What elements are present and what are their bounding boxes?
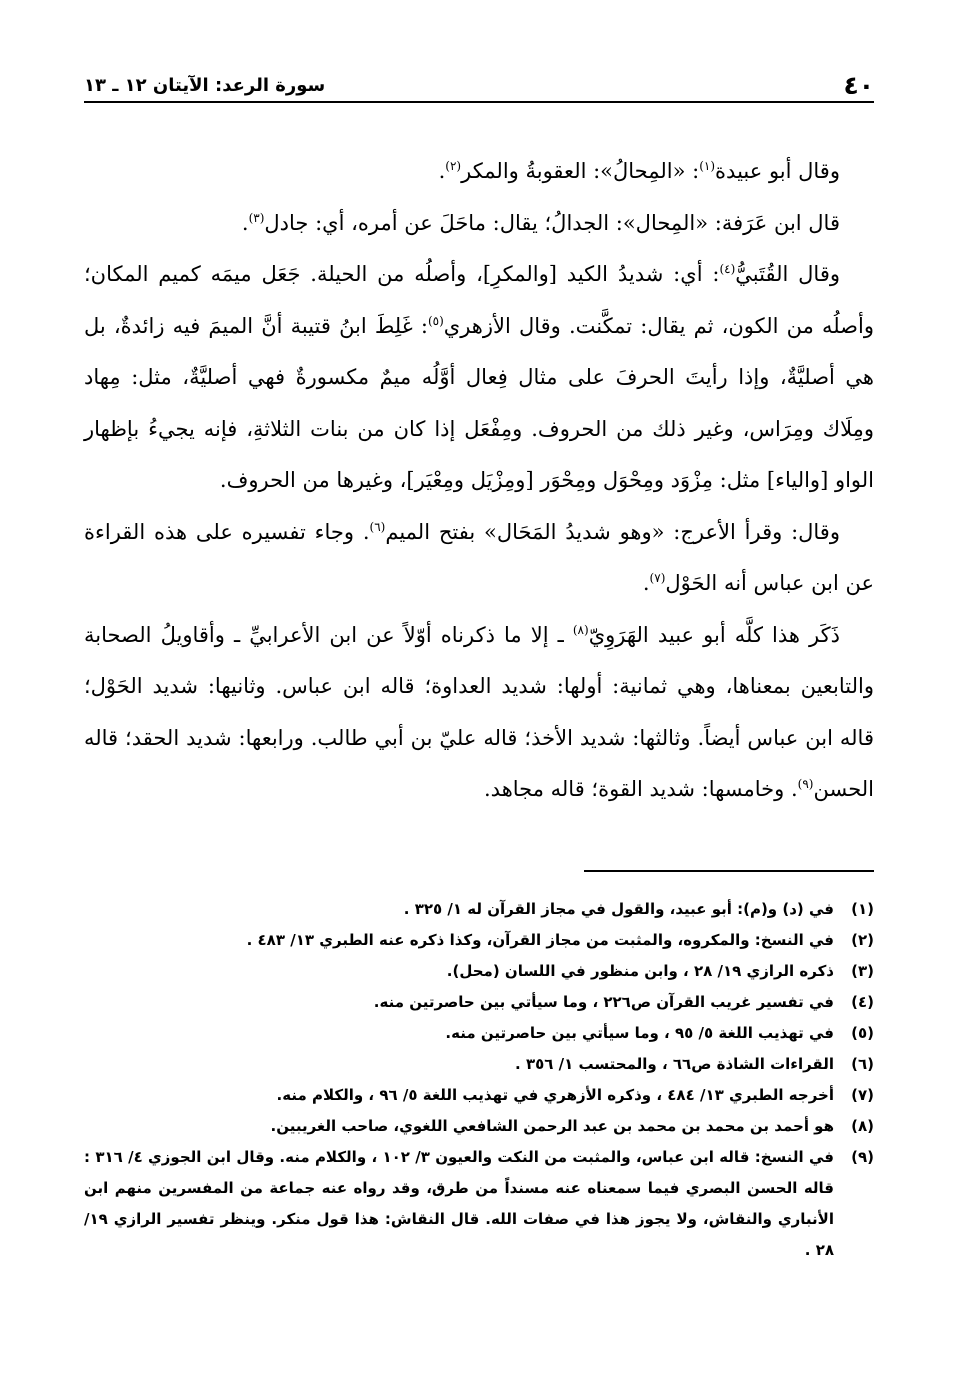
footnote-6 — [84, 1049, 874, 1080]
footnote-ref: (٤) — [719, 262, 736, 276]
text-segment: : أي: شديدُ الكيد [والمكرِ]، وأصلُه من الحيلة. جَعَل ميمَه كميم المكان؛ وأصلُه من الكون، ثم يقال: تمكَّنت. وقال الأزهري — [84, 262, 874, 338]
paragraph-2 — [84, 198, 874, 250]
footnote-ref: (٨) — [572, 622, 589, 637]
text-segment: قال ابن عَرَفة: «المِحال»: الجدالُ؛ يقال: ماحَلَ عن أمره، أي: جادل — [264, 210, 840, 235]
footnote-9 — [84, 1142, 874, 1266]
footnote-text: هو أحمد بن محمد بن محمد بن عبد الرحمن الشافعي اللغوي، صاحب الغريبين. — [270, 1117, 834, 1135]
page-number: ٤٠ — [843, 71, 874, 100]
footnote-text: في النسخ: قاله ابن عباس، والمثبت من النكت والعيون ٣/ ١٠٢ ، والكلام منه. وقال ابن الجوزي ٤/ ٣١٦ : قاله الحسن البصري فيما سمعناه عنه مسنداً من طرق، وقد رواه عنه جماعة من المفسرين منهم ابن الأنباري والنقاش، ولا يجوز هذا في صفات الله. قال النقاش: هذا قول منكر. وينظر تفسير الرازي ١٩/ ٢٨ . — [84, 1148, 834, 1259]
text-segment: وقال القُتَبيُّ — [735, 262, 840, 286]
paragraph-4 — [84, 507, 874, 610]
footnote-7 — [84, 1080, 874, 1111]
footnote-ref: (٢) — [445, 159, 462, 173]
paragraph-3 — [84, 249, 874, 507]
text-segment: ذَكَر هذا كلَّه أبو عبيد الهَرَوِيّ — [588, 622, 840, 647]
footnote-divider — [584, 870, 874, 872]
text-segment: : غَلِطَ ابنُ قتيبة أنَّ الميمَ فيه زائدةٌ، بل هي أصليَّةٌ، وإذا رأيتَ الحرفَ على مثال فِعال أوَّلُه ميمٌ مكسورةٌ فهي أصليَّةٌ، مثل: مِهاد ومِلَاك ومِرَاس، وغير ذلك من الحروف. ومِفْعَل إذا كان من بنات الثلاثةِ، فإنه يجيءُ بإظهار الواو [والياء] مثل: مِزْوَد ومِحْوَل ومِحْوَر [ومِزْيَل ومِعْيَر]، وغيرها من الحروف. — [84, 313, 874, 492]
footnote-number: (٣) — [851, 962, 874, 980]
footnotes-section — [84, 894, 874, 1266]
footnote-ref: (٥) — [427, 313, 444, 328]
footnote-ref: (٦) — [369, 519, 386, 534]
paragraph-1 — [84, 146, 874, 198]
main-text — [84, 146, 874, 816]
footnote-number: (٥) — [851, 1024, 874, 1042]
footnote-text: القراءات الشاذة ص٦٦ ، والمحتسب ١/ ٣٥٦ . — [515, 1055, 834, 1073]
text-segment: . — [241, 210, 249, 235]
footnote-number: (٨) — [851, 1117, 874, 1135]
footnote-text: في النسخ: والمكروه، والمثبت من مجاز القرآن، وكذا ذكره عنه الطبري ١٣/ ٤٨٣ . — [246, 931, 834, 949]
page-header — [84, 58, 874, 98]
footnote-text: في تهذيب اللغة ٥/ ٩٥ ، وما سيأتي بين حاصرتين منه. — [445, 1024, 834, 1042]
footnote-number: (٧) — [851, 1086, 874, 1104]
footnote-2 — [84, 925, 874, 956]
paragraph-5 — [84, 610, 874, 816]
footnote-text: في تفسير غريب القرآن ص٢٢٦ ، وما سيأتي بين حاصرتين منه. — [373, 993, 834, 1011]
footnote-8 — [84, 1111, 874, 1142]
footnote-number: (٩) — [851, 1148, 874, 1166]
footnote-ref: (٩) — [797, 777, 814, 791]
running-title: سورة الرعد: الآيتان ١٢ ـ ١٣ — [84, 75, 326, 96]
footnote-4 — [84, 987, 874, 1018]
footnote-text: ذكره الرازي ١٩/ ٢٨ ، وابن منظور في اللسان (محل). — [446, 962, 834, 980]
footnote-text: في (د) و(م): أبو عبيد، والقول في مجاز القرآن له ١/ ٣٢٥ . — [403, 900, 834, 918]
footnote-3 — [84, 956, 874, 987]
footnote-number: (٦) — [851, 1055, 874, 1073]
footnote-ref: (٧) — [649, 571, 666, 585]
text-segment: . وجاء تفسيره على هذه القراءة عن ابن عباس أنه الحَوْل — [84, 519, 874, 595]
footnote-ref: (٣) — [248, 210, 265, 225]
footnote-number: (٤) — [851, 993, 874, 1011]
footnote-text: أخرجه الطبري ١٣/ ٤٨٤ ، وذكره الأزهري في تهذيب اللغة ٥/ ٩٦ ، والكلام منه. — [276, 1086, 834, 1104]
text-segment: . — [438, 159, 446, 183]
text-segment: : «المِحالُ»: العقوبةُ والمكر — [461, 159, 700, 183]
text-segment: . وخامسها: شديد القوة؛ قاله مجاهد. — [484, 777, 798, 801]
footnote-number: (٢) — [851, 931, 874, 949]
header-divider — [84, 101, 874, 103]
text-segment: وقال: وقرأ الأعرج: «وهو شديدُ المَحَال» بفتح الميم — [385, 519, 840, 544]
text-segment: . — [642, 571, 650, 595]
footnote-ref: (١) — [699, 159, 716, 173]
footnote-number: (١) — [851, 900, 874, 918]
footnote-5 — [84, 1018, 874, 1049]
text-segment: وقال أبو عبيدة — [715, 159, 840, 183]
text-segment: ـ إلا ما ذكرناه أوّلاً عن ابن الأعرابيِّ ـ وأقاويلُ الصحابة والتابعين بمعناها، وهي ثمانية: أولها: شديد العداوة؛ قاله ابن عباس. وثانيها: شديد الحَوْل؛ قاله ابن عباس أيضاً. وثالثها: شديد الأخذ؛ قاله عليّ بن أبي طالب. ورابعها: شديد الحقد؛ قاله الحسن — [84, 622, 874, 801]
footnote-1 — [84, 894, 874, 925]
